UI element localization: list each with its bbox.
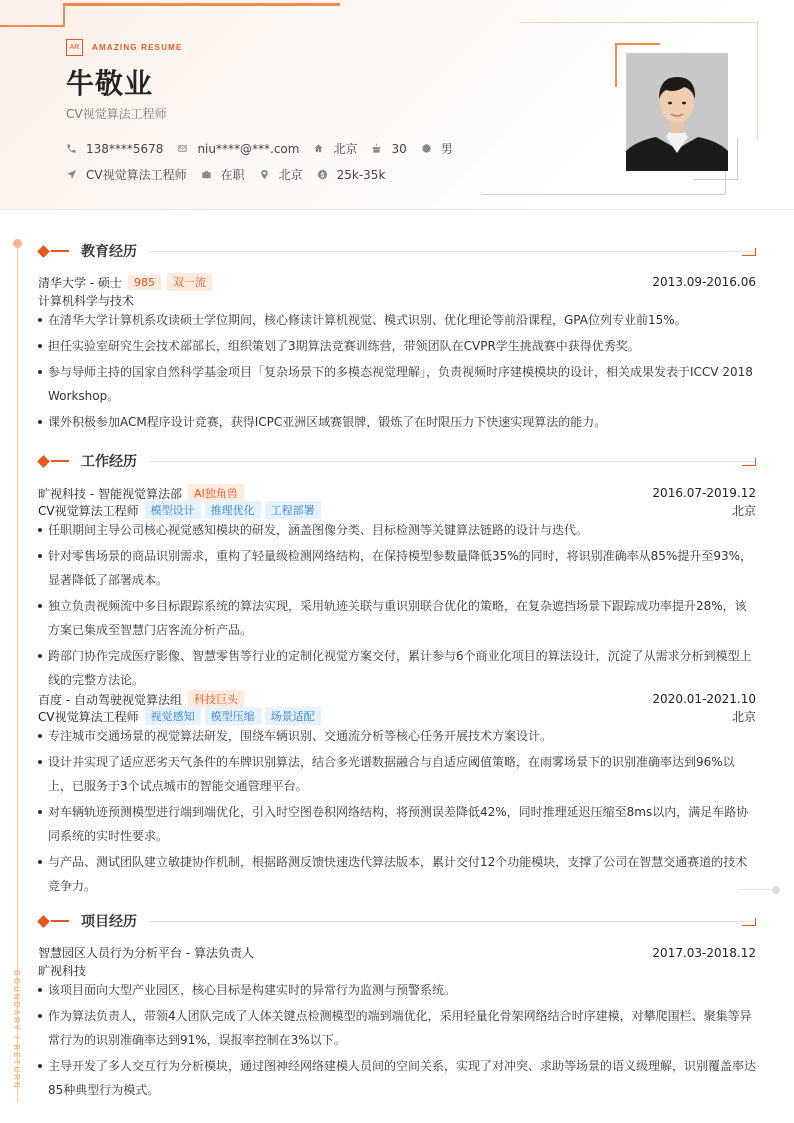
logo-text: AMAZING RESUME bbox=[92, 43, 183, 52]
candidate-name: 牛敬业 bbox=[66, 67, 154, 100]
list-item: 作为算法负责人，带领4人团队完成了人体关键点检测模型的端到端优化，采用轻量化骨架网络结合时序建模，对攀爬围栏、聚集等异常行为的识别准确率达到91%，误报率控制在3%以下。 bbox=[38, 1004, 756, 1052]
corner-bracket-icon bbox=[742, 458, 756, 466]
job-entry-header bbox=[38, 690, 756, 708]
job-date: 2020.01-2021.10 bbox=[652, 692, 756, 706]
photo-frame-line bbox=[737, 138, 738, 180]
education-section-header bbox=[37, 241, 756, 261]
list-item: 设计并实现了适应恶劣天气条件的车牌识别算法，结合多光谱数据融合与自适应阈值策略，在雨雾场景下的识别准确率达到96%以上，已服务于3个试点城市的智能交通管理平台。 bbox=[38, 750, 756, 798]
gender-text: 男 bbox=[440, 142, 453, 156]
resume-header bbox=[0, 0, 794, 210]
photo-frame-line bbox=[615, 43, 617, 87]
company-tag: AI独角兽 bbox=[188, 484, 244, 502]
mail-icon bbox=[177, 143, 188, 154]
job-bullets bbox=[38, 518, 756, 694]
skill-tag: 场景适配 bbox=[265, 707, 321, 725]
project-org: 旷视科技 bbox=[38, 964, 87, 978]
logo-badge: AR bbox=[66, 39, 83, 56]
company-name: 百度 - 自动驾驶视觉算法组 bbox=[38, 692, 182, 707]
decor-dot bbox=[772, 886, 780, 894]
contact-row bbox=[66, 140, 467, 157]
school-tag: 双一流 bbox=[167, 273, 212, 291]
list-item: 专注城市交通场景的视觉算法研发，围绕车辆识别、交通流分析等核心任务开展技术方案设计。 bbox=[38, 724, 756, 748]
corner-bracket-icon bbox=[742, 248, 756, 256]
job-city: 北京 bbox=[731, 709, 756, 724]
briefcase-icon bbox=[201, 169, 212, 180]
photo-frame-line bbox=[757, 22, 758, 140]
list-item: 该项目面向大型产业园区，核心目标是构建实时的异常行为监测与预警系统。 bbox=[38, 978, 756, 1002]
gender-info bbox=[421, 140, 453, 157]
list-item: 参与导师主持的国家自然科学基金项目「复杂场景下的多模态视觉理解」，负责视频时序建模模块的设计，相关成果发表于ICCV 2018 Workshop。 bbox=[38, 360, 756, 408]
project-section-header bbox=[37, 911, 756, 931]
salary-text: 25k-35k bbox=[336, 167, 386, 182]
age-info bbox=[371, 142, 406, 156]
phone-info bbox=[66, 142, 163, 156]
status-info bbox=[201, 166, 245, 183]
project-bullets bbox=[38, 978, 756, 1104]
education-entry-header bbox=[38, 273, 756, 291]
job-role-row bbox=[38, 707, 756, 725]
corner-bracket-icon bbox=[742, 918, 756, 926]
portrait-image bbox=[626, 53, 728, 171]
job-role-row bbox=[38, 501, 756, 519]
photo-frame-line bbox=[520, 22, 758, 23]
job-bullets bbox=[38, 724, 756, 900]
skill-tag: 模型压缩 bbox=[205, 707, 261, 725]
money-icon bbox=[317, 169, 328, 180]
education-bullets bbox=[38, 308, 756, 436]
section-title: 工作经历 bbox=[81, 454, 137, 470]
work-section-header bbox=[37, 451, 756, 471]
profile-photo bbox=[626, 53, 728, 171]
job-entry-header bbox=[38, 484, 756, 502]
diamond-icon bbox=[37, 455, 50, 468]
list-item: 与产品、测试团队建立敏捷协作机制，根据路测反馈快速迭代算法版本，累计交付12个功能模块，支撑了公司在智慧交通赛道的技术竞争力。 bbox=[38, 850, 756, 898]
skill-tag: 推理优化 bbox=[205, 501, 261, 519]
candidate-title: CV视觉算法工程师 bbox=[66, 107, 167, 121]
section-divider bbox=[149, 921, 756, 922]
education-major: 计算机科学与技术 bbox=[38, 294, 135, 308]
skill-tag: 模型设计 bbox=[145, 501, 201, 519]
photo-frame-line bbox=[694, 179, 738, 180]
company-tag: 科技巨头 bbox=[188, 690, 244, 708]
section-title: 项目经历 bbox=[81, 914, 137, 930]
header-accent-line bbox=[63, 3, 65, 27]
phone-text: 138****5678 bbox=[86, 141, 164, 156]
status-text: 在职 bbox=[220, 168, 245, 182]
email-info bbox=[177, 142, 299, 156]
home-icon bbox=[313, 143, 324, 154]
list-item: 在清华大学计算机系攻读硕士学位期间，核心修读计算机视觉、模式识别、优化理论等前沿课程，GPA位列专业前15%。 bbox=[38, 308, 756, 332]
job-city: 北京 bbox=[731, 503, 756, 518]
email-text: niu****@***.com bbox=[197, 141, 300, 156]
job-date: 2016.07-2019.12 bbox=[652, 486, 756, 500]
section-dash bbox=[51, 920, 69, 922]
photo-frame-line bbox=[615, 43, 660, 45]
intent-city-text: 北京 bbox=[278, 168, 303, 182]
job-intent-row bbox=[66, 166, 399, 183]
section-divider bbox=[149, 461, 756, 462]
send-icon bbox=[66, 169, 77, 180]
city-info bbox=[313, 140, 357, 157]
education-date: 2013.09-2016.06 bbox=[652, 275, 756, 289]
diamond-icon bbox=[37, 245, 50, 258]
photo-frame-line bbox=[482, 194, 726, 195]
age-text: 30 bbox=[391, 141, 407, 156]
section-divider bbox=[149, 251, 756, 252]
list-item: 跨部门协作完成医疗影像、智慧零售等行业的定制化视觉方案交付，累计参与6个商业化项目的算法设计，沉淀了从需求分析到模型上线的完整方法论。 bbox=[38, 644, 756, 692]
intent-title-info bbox=[66, 166, 187, 183]
list-item: 独立负责视频流中多目标跟踪系统的算法实现，采用轨迹关联与重识别联合优化的策略，在复杂遮挡场景下跟踪成功率提升28%，该方案已集成至智慧门店客流分析产品。 bbox=[38, 594, 756, 642]
skill-tag: 视觉感知 bbox=[145, 707, 201, 725]
location-icon bbox=[259, 169, 270, 180]
salary-info bbox=[317, 168, 386, 182]
project-date: 2017.03-2018.12 bbox=[652, 945, 756, 960]
timeline-dot bbox=[13, 239, 22, 248]
side-watermark-text: BOUNDARY / RETURN bbox=[12, 970, 21, 1090]
section-title: 教育经历 bbox=[81, 244, 137, 260]
company-name: 旷视科技 - 智能视觉算法部 bbox=[38, 486, 182, 501]
city-text: 北京 bbox=[333, 142, 358, 156]
list-item: 对车辆轨迹预测模型进行端到端优化，引入时空图卷积网络结构，将预测误差降低42%，同时推理延迟压缩至8ms以内，满足车路协同系统的实时性要求。 bbox=[38, 800, 756, 848]
section-dash bbox=[51, 250, 69, 252]
section-dash bbox=[51, 460, 69, 462]
school-name: 清华大学 - 硕士 bbox=[38, 275, 122, 290]
intent-title-text: CV视觉算法工程师 bbox=[86, 168, 187, 182]
list-item: 任职期间主导公司核心视觉感知模块的研发，涵盖图像分类、目标检测等关键算法链路的设计与迭代。 bbox=[38, 518, 756, 542]
list-item: 课外积极参加ACM程序设计竞赛，获得ICPC亚洲区域赛银牌，锻炼了在时限压力下快速实现算法的能力。 bbox=[38, 410, 756, 434]
school-tag: 985 bbox=[128, 275, 161, 290]
cake-icon bbox=[371, 143, 382, 154]
job-role: CV视觉算法工程师 bbox=[38, 503, 139, 518]
project-name: 智慧园区人员行为分析平台 - 算法负责人 bbox=[38, 946, 254, 960]
diamond-icon bbox=[37, 915, 50, 928]
list-item: 针对零售场景的商品识别需求，重构了轻量级检测网络结构，在保持模型参数量降低35%的同时，将识别准确率从85%提升至93%，显著降低了部署成本。 bbox=[38, 544, 756, 592]
intent-city-info bbox=[259, 166, 303, 183]
skill-tag: 工程部署 bbox=[265, 501, 321, 519]
phone-icon bbox=[66, 143, 77, 154]
project-entry-header bbox=[38, 944, 756, 961]
header-accent-line bbox=[64, 3, 340, 6]
gender-icon bbox=[421, 143, 432, 154]
list-item: 主导开发了多人交互行为分析模块，通过图神经网络建模人员间的空间关系，实现了对冲突、求助等场景的语义级理解，识别覆盖率达85种典型行为模式。 bbox=[38, 1054, 756, 1102]
list-item: 担任实验室研究生会技术部部长，组织策划了3期算法竞赛训练营，带领团队在CVPR学生挑战赛中获得优秀奖。 bbox=[38, 334, 756, 358]
brand-logo bbox=[66, 39, 183, 56]
job-role: CV视觉算法工程师 bbox=[38, 709, 139, 724]
header-accent-line bbox=[0, 25, 64, 27]
